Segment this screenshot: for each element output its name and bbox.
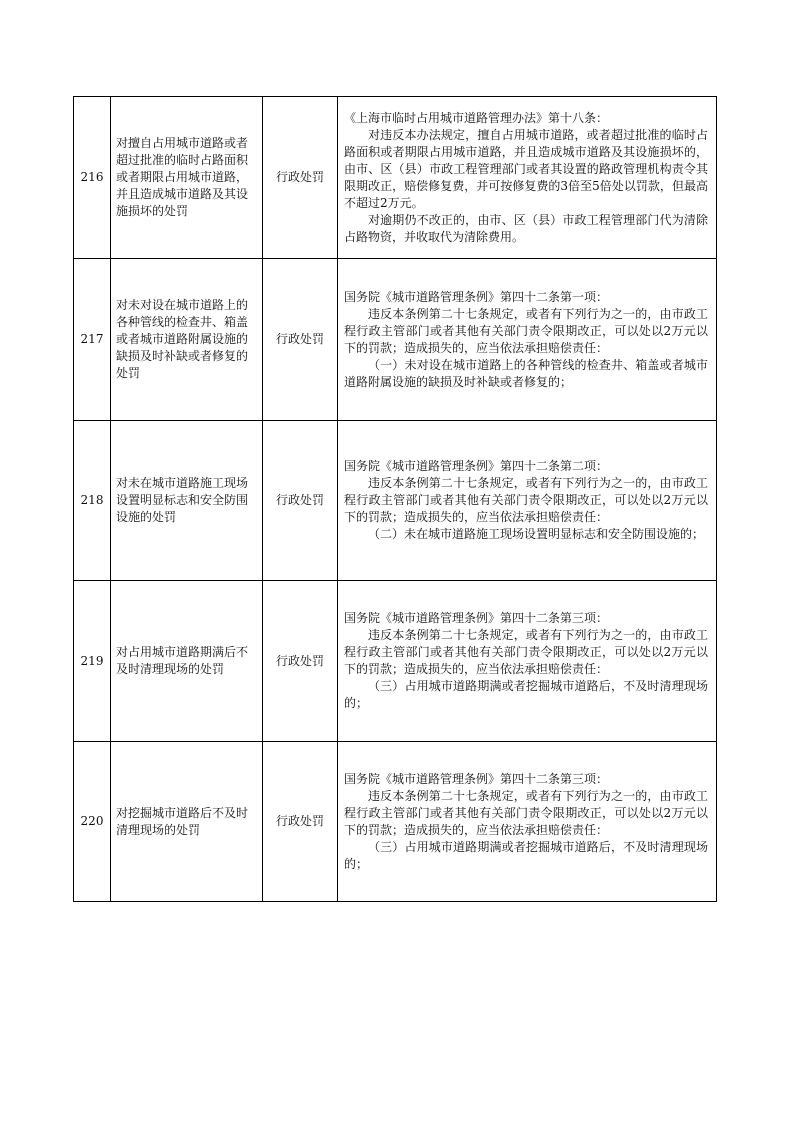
basis-paragraph: 违反本条例第二十七条规定，或者有下列行为之一的，由市政工程行政主管部门或者其他有关部门责令限期改正，可以处以2万元以下的罚款；造成损失的，应当依法承担赔偿责任： — [344, 628, 708, 676]
item-category: 行政处罚 — [263, 259, 338, 421]
penalty-items-table — [73, 96, 717, 902]
row-number: 216 — [74, 97, 111, 259]
basis-title: 国务院《城市道路管理条例》第四十二条第三项： — [344, 611, 609, 625]
item-category: 行政处罚 — [263, 742, 338, 902]
basis-paragraph: 违反本条例第二十七条规定，或者有下列行为之一的，由市政工程行政主管部门或者其他有关部门责令限期改正，可以处以2万元以下的罚款；造成损失的，应当依法承担赔偿责任： — [344, 306, 708, 355]
basis-paragraph: 对违反本办法规定，擅自占用城市道路，或者超过批准的临时占路面积或者期限占用城市道路，并且造成城市道路及其设施损坏的，由市、区（县）市政工程管理部门或者其设置的路政管理机构责令其限期改正，赔偿修复费，并可按修复费的3倍至5倍处以罚款，但最高不超过2万元。 — [344, 127, 708, 210]
legal-basis — [338, 421, 717, 581]
basis-title: 国务院《城市道路管理条例》第四十二条第三项： — [344, 771, 609, 786]
row-number: 220 — [74, 742, 111, 902]
legal-basis — [338, 97, 717, 259]
basis-title: 《上海市临时占用城市道路管理办法》第十八条： — [344, 110, 609, 125]
item-name: 对挖掘城市道路后不及时清理现场的处罚 — [111, 742, 263, 902]
table-row — [74, 742, 717, 902]
basis-paragraph: 对逾期仍不改正的，由市、区（县）市政工程管理部门代为清除占路物资，并收取代为清除费用。 — [344, 212, 708, 244]
basis-paragraph: 违反本条例第二十七条规定，或者有下列行为之一的，由市政工程行政主管部门或者其他有关部门责令限期改正，可以处以2万元以下的罚款；造成损失的，应当依法承担赔偿责任： — [344, 788, 708, 837]
basis-title: 国务院《城市道路管理条例》第四十二条第二项： — [344, 459, 609, 473]
basis-paragraph: （二）未在城市道路施工现场设置明显标志和安全防围设施的； — [368, 527, 705, 541]
table-row — [74, 97, 717, 259]
row-number: 219 — [74, 581, 111, 742]
item-category: 行政处罚 — [263, 421, 338, 581]
item-category: 行政处罚 — [263, 97, 338, 259]
basis-paragraph: （一）未对设在城市道路上的各种管线的检查井、箱盖或者城市道路附属设施的缺损及时补缺或者修复的； — [344, 357, 708, 389]
item-name: 对占用城市道路期满后不及时清理现场的处罚 — [111, 581, 263, 742]
item-name: 对擅自占用城市道路或者超过批准的临时占路面积或者期限占用城市道路，并且造成城市道路及其设施损坏的处罚 — [111, 97, 263, 259]
legal-basis — [338, 259, 717, 421]
basis-title: 国务院《城市道路管理条例》第四十二条第一项： — [344, 289, 609, 304]
legal-basis — [338, 742, 717, 902]
basis-paragraph: （三）占用城市道路期满或者挖掘城市道路后，不及时清理现场的； — [344, 839, 708, 871]
row-number: 217 — [74, 259, 111, 421]
table-row — [74, 581, 717, 742]
item-name: 对未在城市道路施工现场设置明显标志和安全防围设施的处罚 — [111, 421, 263, 581]
basis-paragraph: （三）占用城市道路期满或者挖掘城市道路后，不及时清理现场的； — [344, 679, 708, 710]
table-row — [74, 421, 717, 581]
legal-basis — [338, 581, 717, 742]
item-category: 行政处罚 — [263, 581, 338, 742]
item-name: 对未对设在城市道路上的各种管线的检查井、箱盖或者城市道路附属设施的缺损及时补缺或者修复的处罚 — [111, 259, 263, 421]
row-number: 218 — [74, 421, 111, 581]
table-row — [74, 259, 717, 421]
basis-paragraph: 违反本条例第二十七条规定，或者有下列行为之一的，由市政工程行政主管部门或者其他有关部门责令限期改正，可以处以2万元以下的罚款；造成损失的，应当依法承担赔偿责任： — [344, 476, 708, 524]
